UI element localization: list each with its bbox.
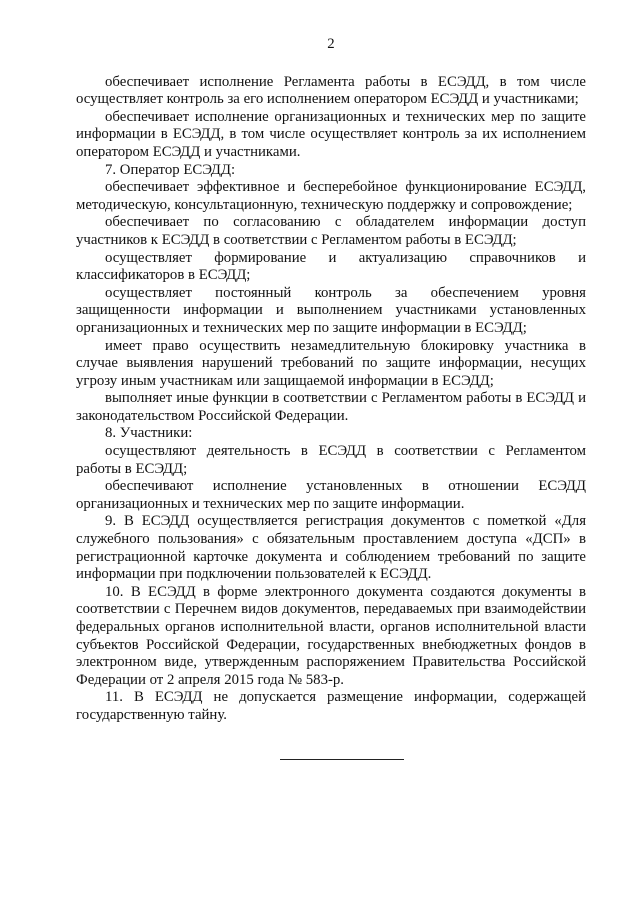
section-heading: 7. Оператор ЕСЭДД: bbox=[105, 161, 236, 178]
paragraph: осуществляют деятельность в ЕСЭДД в соответствии с Регламентом работы в ЕСЭДД; bbox=[76, 443, 586, 477]
paragraph: обеспечивает исполнение организационных и технических мер по защите информации в ЕСЭДД, в том числе осуществляет контроль за их исполнением оператором ЕСЭДД и участниками. bbox=[76, 108, 586, 160]
paragraph: обеспечивает эффективное и бесперебойное функционирование ЕСЭДД, методическую, консультационную, техническую поддержку и сопровождение; bbox=[76, 179, 586, 213]
paragraph: 9. В ЕСЭДД осуществляется регистрация документов с пометкой «Для служебного пользования» с обязательным проставлением доступа «ДСП» в регистрационной карточке документа и соблюдением требований по защите информации при подключении пользователей к ЕСЭДД. bbox=[76, 513, 586, 583]
paragraph: обеспечивает по согласованию с обладателем информации доступ участников к ЕСЭДД в соответствии с Регламентом работы в ЕСЭДД; bbox=[76, 214, 586, 248]
paragraph: 11. В ЕСЭДД не допускается размещение информации, содержащей государственную тайну. bbox=[76, 689, 586, 723]
paragraph: обеспечивает исполнение Регламента работы в ЕСЭДД, в том числе осуществляет контроль за его исполнением оператором ЕСЭДД и участниками; bbox=[76, 73, 586, 108]
paragraph: осуществляет постоянный контроль за обеспечением уровня защищенности информации и выполнением участниками установленных организационных и технических мер по защите информации в ЕСЭДД; bbox=[76, 284, 586, 336]
paragraph: осуществляет формирование и актуализацию справочников и классификаторов в ЕСЭДД; bbox=[76, 249, 586, 284]
paragraph: имеет право осуществить незамедлительную блокировку участника в случае выявления нарушений требований по защите информации, несущих угрозу иным участникам или защищаемой информации в ЕСЭДД; bbox=[76, 337, 586, 389]
page-number: 2 bbox=[327, 36, 335, 52]
section-heading: 8. Участники: bbox=[105, 425, 193, 442]
paragraph: обеспечивают исполнение установленных в отношении ЕСЭДД организационных и технических мер по защите информации. bbox=[76, 478, 586, 512]
document-page bbox=[76, 36, 586, 760]
paragraph: 10. В ЕСЭДД в форме электронного документа создаются документы в соответствии с Перечнем видов документов, передаваемых при взаимодействии федеральных органов исполнительной власти, органов исполнительной власти субъектов Российской Федерации, государственных внебюджетных фондов в электронном виде, утвержденным распоряжением Правительства Российской Федерации от 2 апреля 2015 года № 583-р. bbox=[76, 583, 586, 688]
closing-rule bbox=[280, 759, 404, 760]
paragraph: выполняет иные функции в соответствии с Регламентом работы в ЕСЭДД и законодательством Российской Федерации. bbox=[76, 390, 586, 424]
